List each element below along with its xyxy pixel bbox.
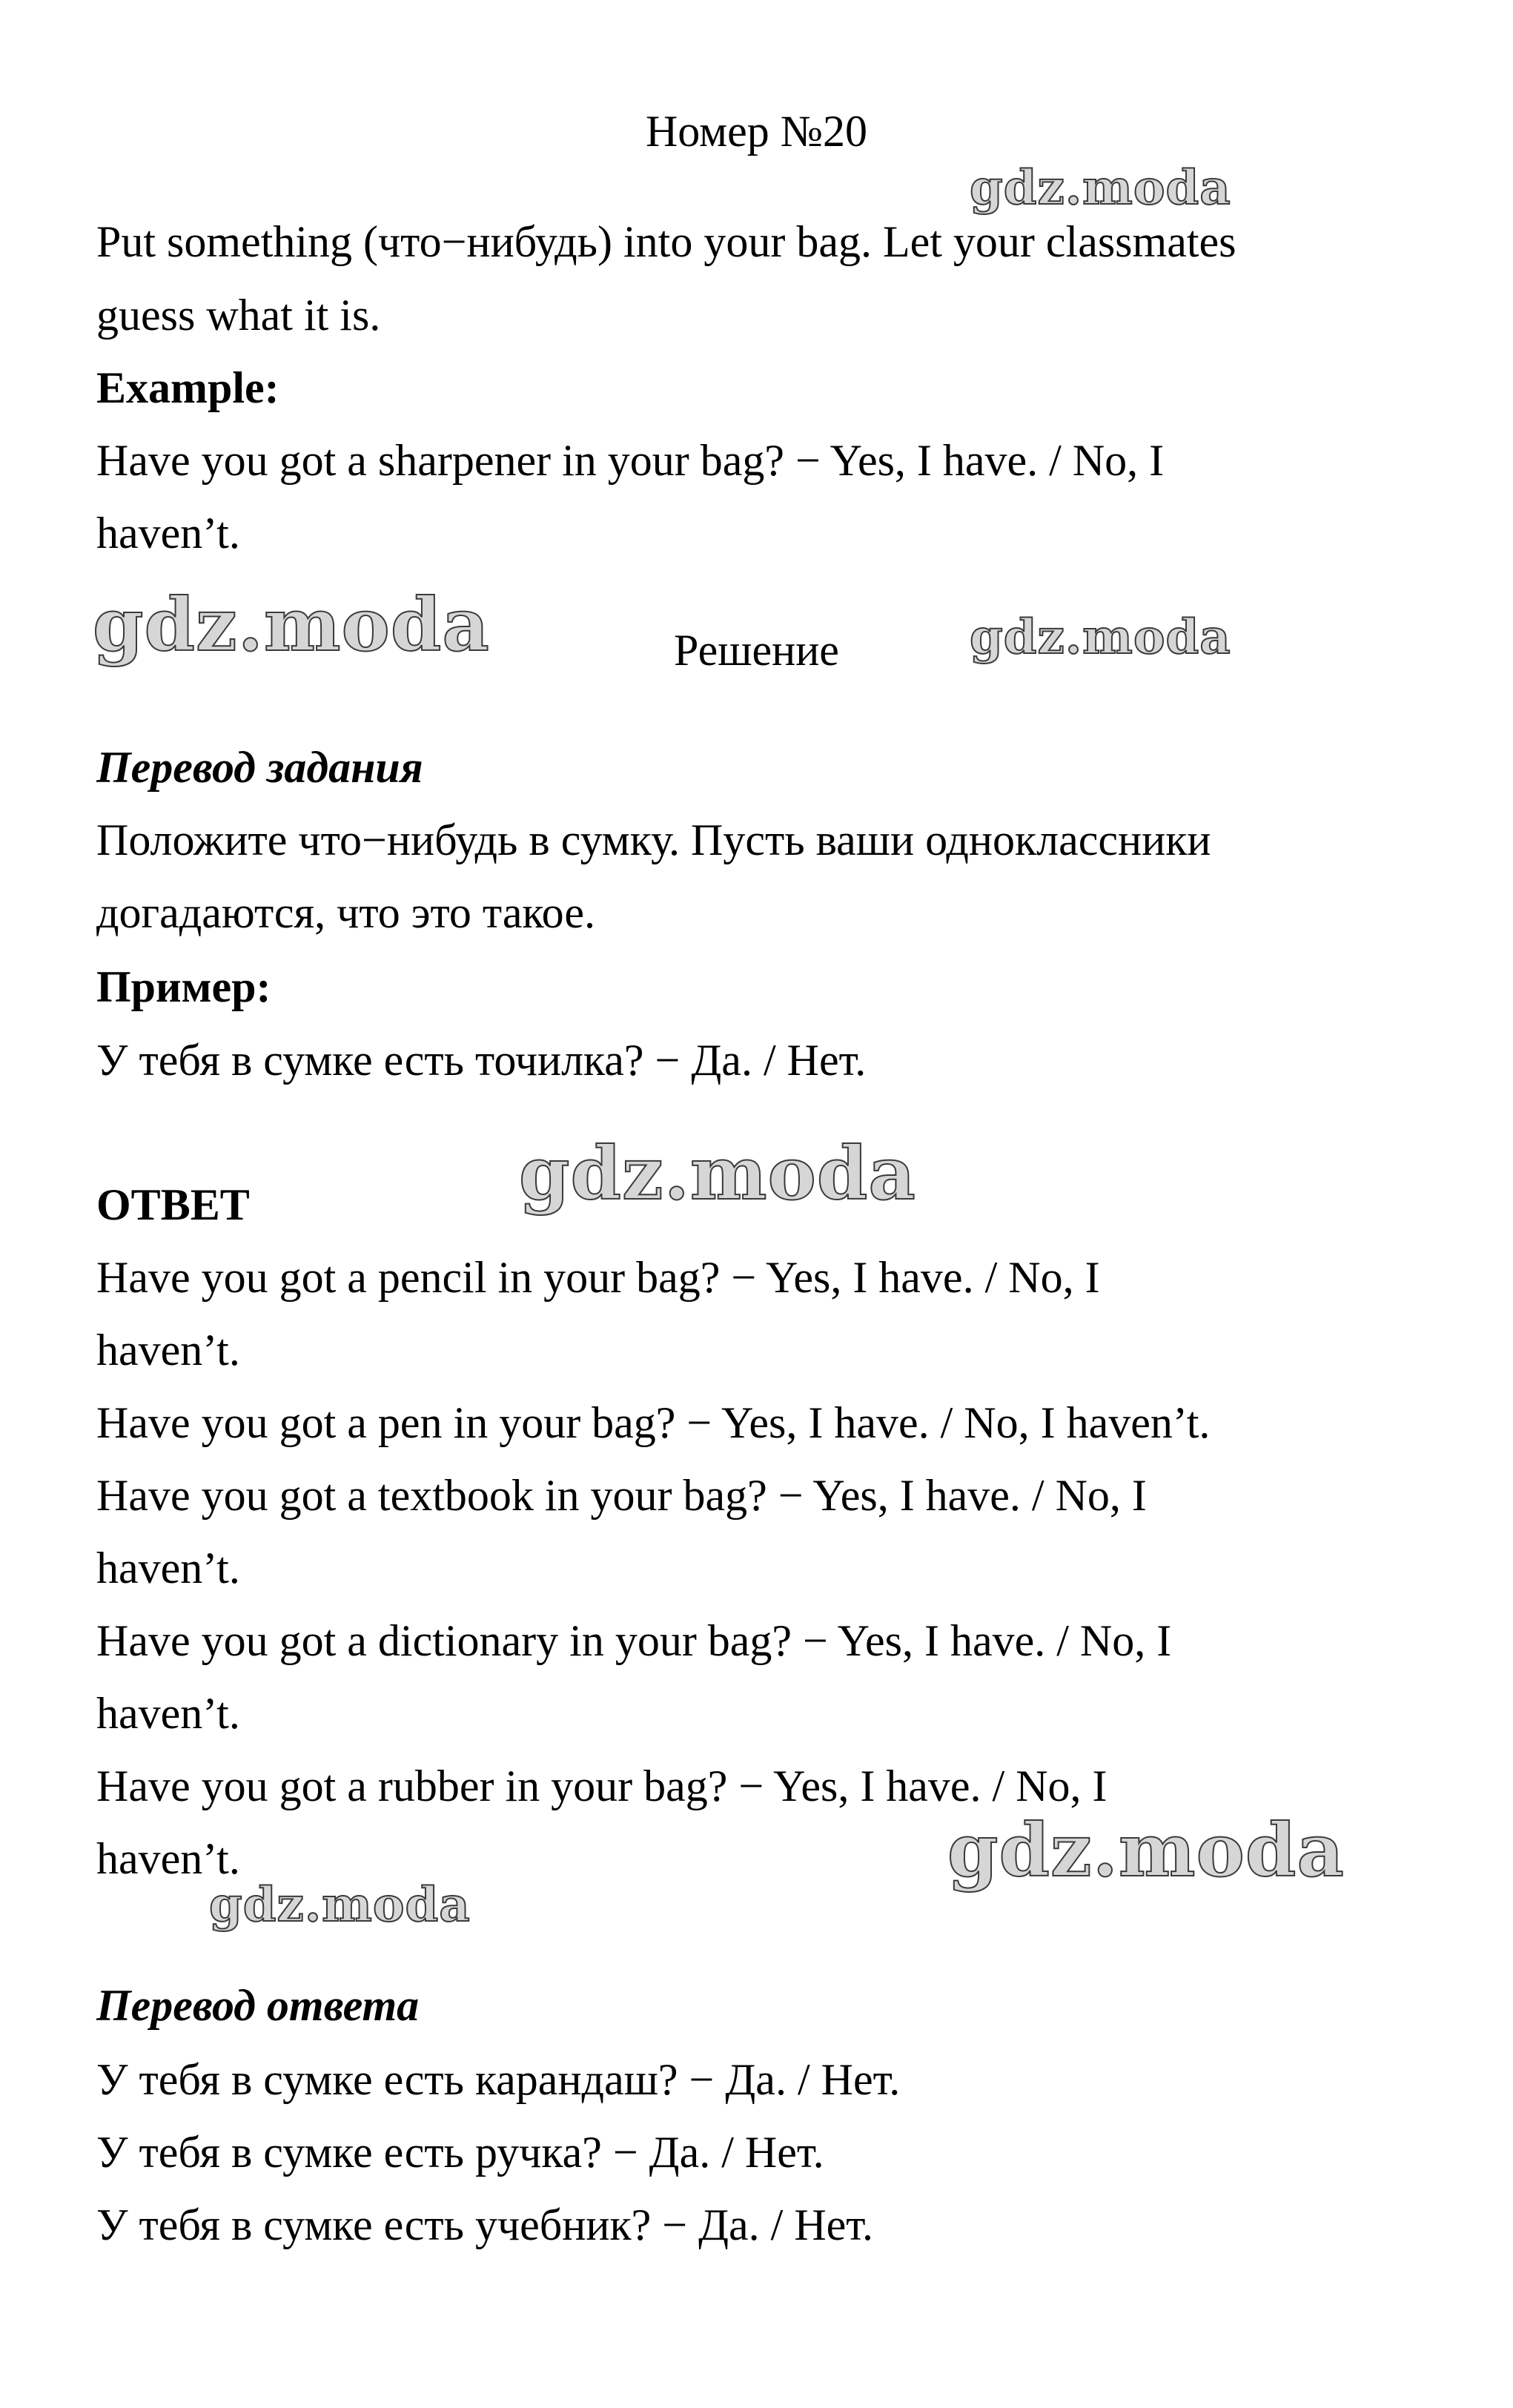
watermark: gdz.moda	[209, 1877, 471, 1933]
translation-heading: Перевод задания	[96, 743, 423, 792]
task-line-2: guess what it is.	[96, 291, 381, 340]
answer-line-9: haven’t.	[96, 1834, 240, 1883]
answer-line-2: haven’t.	[96, 1326, 240, 1375]
answer-line-4: Have you got a textbook in your bag? − Yes, I have. / No, I	[96, 1471, 1147, 1520]
answer-heading: ОТВЕТ	[96, 1180, 250, 1229]
answer-translation-line-3: У тебя в сумке есть учебник? − Да. / Нет.	[96, 2200, 874, 2249]
answer-line-7: haven’t.	[96, 1689, 240, 1738]
watermark: gdz.moda	[93, 583, 490, 668]
translation-example-label: Пример:	[96, 962, 271, 1011]
translation-line-1: Положите что−нибудь в сумку. Пусть ваши одноклассники	[96, 816, 1211, 864]
answer-line-5: haven’t.	[96, 1544, 240, 1592]
solution-label: Решение	[674, 626, 839, 675]
task-line-1: Put something (что−нибудь) into your bag. Let your classmates	[96, 217, 1236, 266]
watermark: gdz.moda	[947, 1808, 1345, 1893]
example-label: Example:	[96, 363, 279, 412]
answer-translation-heading: Перевод ответа	[96, 1981, 420, 2030]
answer-line-6: Have you got a dictionary in your bag? − Yes, I have. / No, I	[96, 1616, 1172, 1665]
page-title: Номер №20	[645, 107, 868, 156]
answer-line-1: Have you got a pencil in your bag? − Yes, I have. / No, I	[96, 1253, 1100, 1302]
translation-example-line: У тебя в сумке есть точилка? − Да. / Нет.	[96, 1036, 867, 1085]
answer-translation-line-2: У тебя в сумке есть ручка? − Да. / Нет.	[96, 2128, 824, 2177]
watermark: gdz.moda	[970, 609, 1231, 665]
example-line-1: Have you got a sharpener in your bag? − Yes, I have. / No, I	[96, 436, 1165, 485]
answer-translation-line-1: У тебя в сумке есть карандаш? − Да. / Нет.	[96, 2055, 901, 2104]
example-line-2: haven’t.	[96, 509, 240, 558]
watermark: gdz.moda	[970, 160, 1231, 216]
answer-line-8: Have you got a rubber in your bag? − Yes, I have. / No, I	[96, 1762, 1108, 1810]
watermark: gdz.moda	[519, 1131, 916, 1217]
translation-line-2: догадаются, что это такое.	[96, 888, 595, 937]
answer-line-3: Have you got a pen in your bag? − Yes, I have. / No, I haven’t.	[96, 1398, 1211, 1447]
